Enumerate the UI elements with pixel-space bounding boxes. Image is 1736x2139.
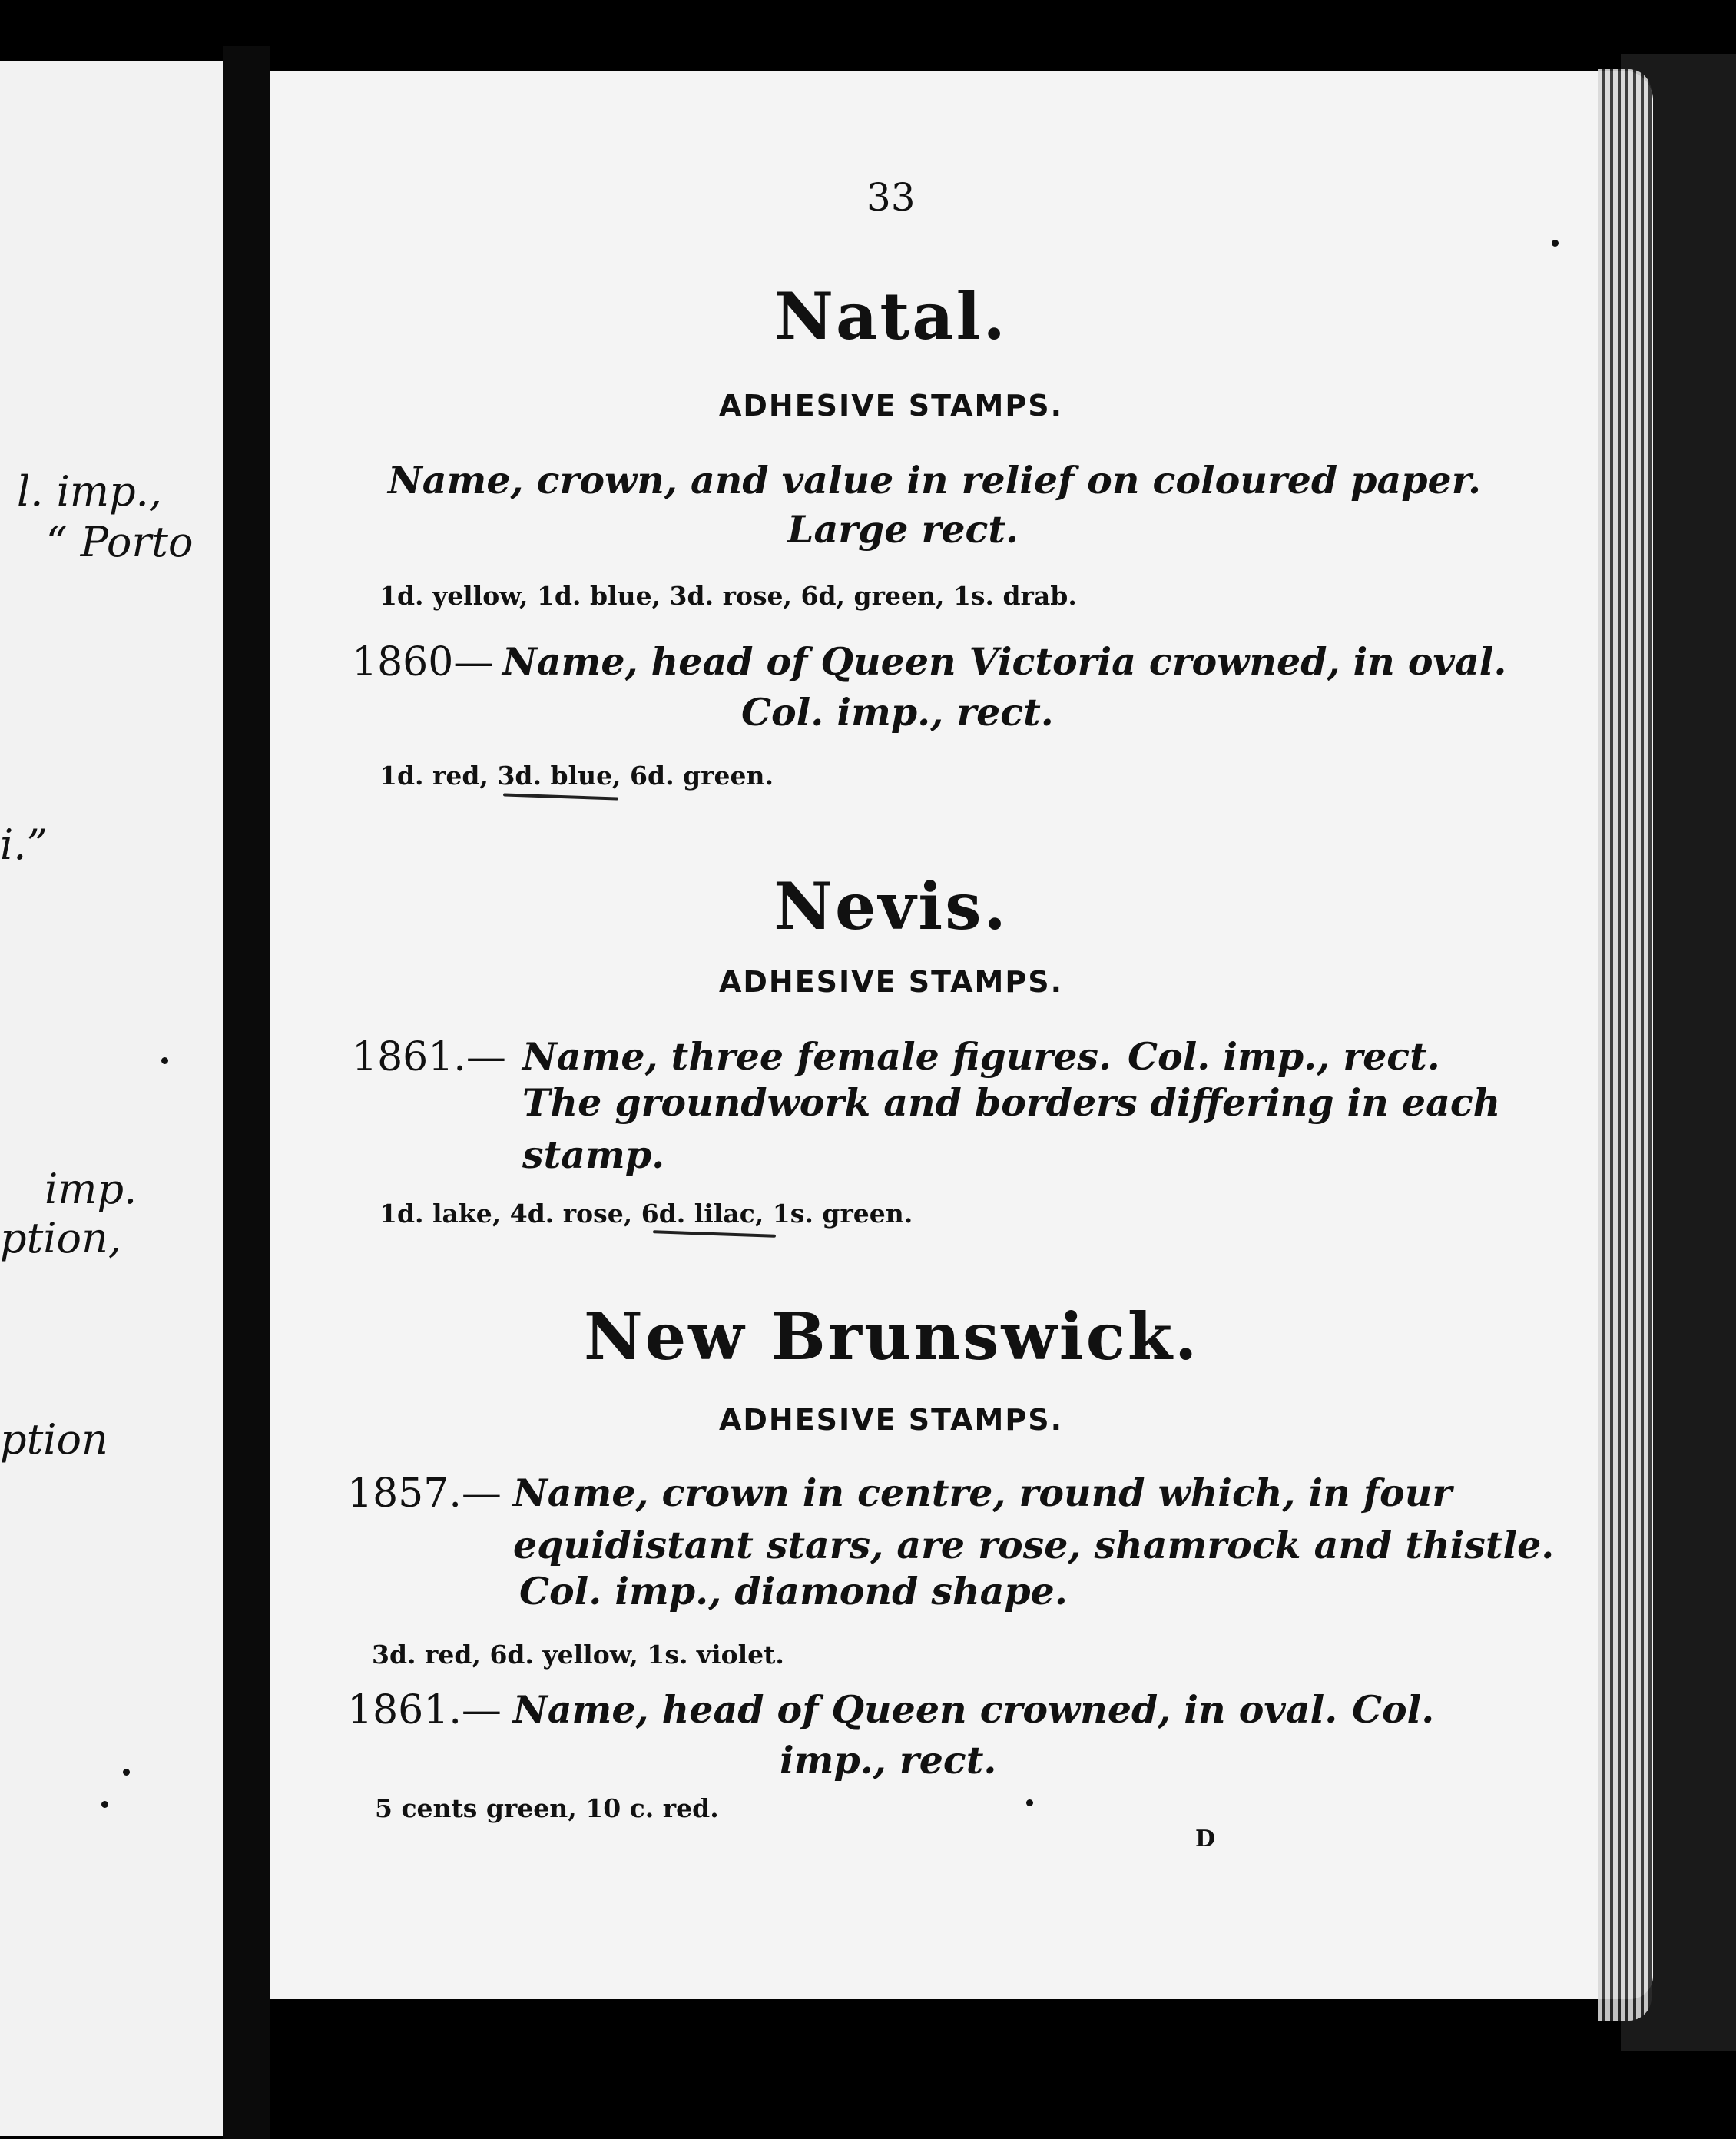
signature-mark: D [1195,1826,1216,1852]
entry-description-line: Col. imp., rect. [741,690,1054,735]
section-subheading-nevis: ADHESIVE STAMPS. [718,965,1064,999]
section-heading-new-brunswick: New Brunswick. [584,1298,1200,1375]
entry-description-line: Col. imp., diamond shape. [519,1569,1068,1613]
entry-year: 1860— [352,639,494,685]
section-heading-natal: Natal. [774,278,1008,354]
entry-year: 1861.— [352,1034,506,1080]
entry-values: 5 cents green, 10 c. red. [375,1793,719,1823]
scan-speck [123,1769,130,1776]
entry-year: 1861.— [347,1687,502,1733]
entry-description-line: Large rect. [787,507,1019,552]
entry-description-line: Name, head of Queen crowned, in oval. [513,1687,1338,1732]
entry-description-line: Name, three female figures. [522,1034,1112,1079]
scan-speck [1552,240,1559,247]
entry-description-line: Name, head of Queen Victoria crowned, in oval. [502,639,1507,684]
entry-description-line: imp., rect. [780,1738,997,1782]
left-fragment-1: l. imp., [17,467,162,516]
page-number: 33 [866,175,916,220]
entry-description-line: Name, crown in centre, round which, in four [513,1471,1453,1515]
left-fragment-6: ption [0,1415,108,1464]
entry-values: 1d. red, 3d. blue, 6d. green. [379,761,774,791]
entry-description-line: Col. imp., rect. [1128,1034,1440,1079]
entry-description-line: stamp. [522,1133,665,1177]
left-fragment-2: “ Porto [46,518,194,566]
section-subheading-natal: ADHESIVE STAMPS. [718,389,1064,423]
left-fragment-4: imp. [45,1165,137,1213]
page-stack-edges [1598,69,1652,2021]
left-page [0,61,223,2136]
book-spine [223,46,270,2139]
entry-values: 3d. red, 6d. yellow, 1s. violet. [372,1640,784,1670]
entry-description-line: equidistant stars, are rose, shamrock and thistle. [513,1523,1555,1567]
section-subheading-new-brunswick: ADHESIVE STAMPS. [718,1403,1064,1437]
left-fragment-5: ption, [0,1214,121,1262]
scan-speck [161,1057,168,1064]
scan-speck [1026,1799,1033,1806]
section-heading-nevis: Nevis. [774,868,1009,944]
entry-description-line: The groundwork and borders differing in each [522,1080,1501,1125]
scan-speck [101,1801,108,1808]
entry-year: 1857.— [347,1471,502,1517]
entry-description-line: Col. [1352,1687,1435,1732]
entry-description-line: Name, crown, and value in relief on coloured paper. [388,458,1482,502]
entry-values: 1d. yellow, 1d. blue, 3d. rose, 6d, green, 1s. drab. [379,581,1077,611]
entry-values: 1d. lake, 4d. rose, 6d. lilac, 1s. green. [379,1199,913,1229]
left-fragment-3: i.” [0,821,48,869]
